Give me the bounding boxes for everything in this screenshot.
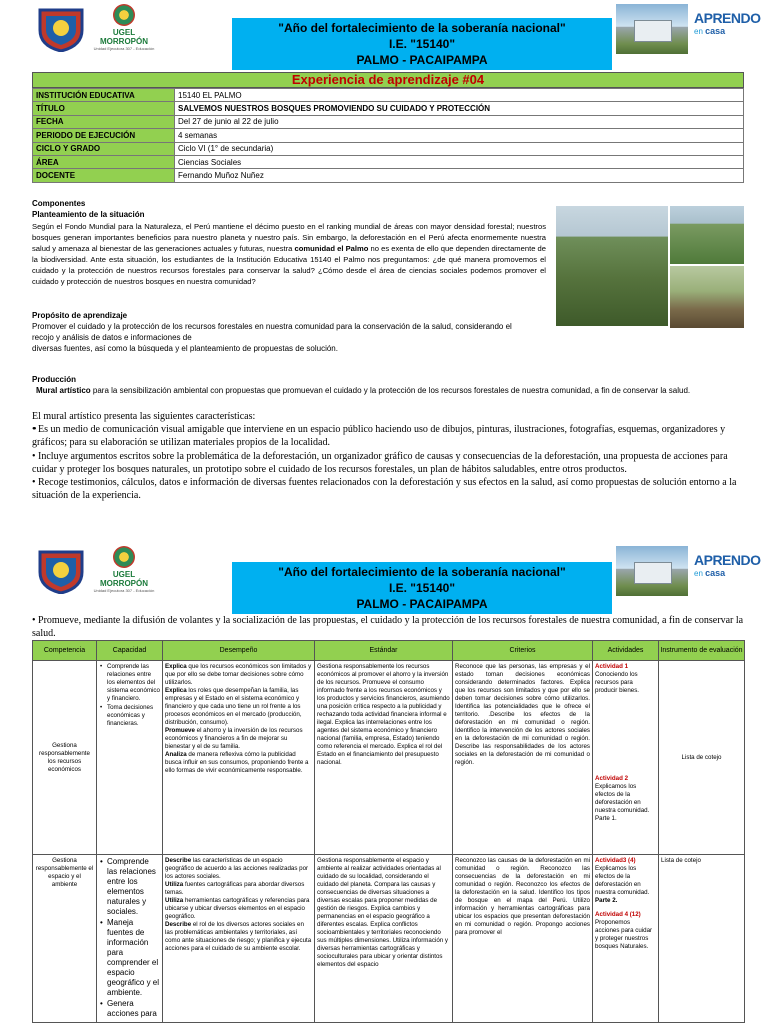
- forest-photo: [670, 206, 744, 264]
- page2-bullet: • Promueve, mediante la difusión de volantes y la socialización de las propuestas, el cuidado y la protección de los recursos forestales de nuestra comunidad, a fin de conservar la salud.: [32, 615, 744, 639]
- school-building-photo: [616, 546, 688, 596]
- ugel-logo: UGEL MORROPÓN Unidad Ejecutora 307 - Educación: [92, 546, 156, 596]
- list-item: • Incluye argumentos escritos sobre la problemática de la deforestación, un organizador gráfico de causas y consecuencias de la deforestación, una propuesta de acciones para cuidar y proteger los bosques naturales, un prototipo sobre el cuidado de los recursos forestales, un plan de hábitos saludables, entre otros productos.: [32, 451, 728, 475]
- table-row: ÁREA Ciencias Sociales: [33, 155, 744, 168]
- school-shield-logo: [36, 548, 86, 594]
- purpose-section: Propósito de aprendizaje Promover el cuidado y la protección de los recursos forestales en nuestra comunidad para la conservación de la salud, considerando el recojo y análisis de datos e informaciones de diversas fuentes, así como la búsqueda y el planteamiento de propuestas de solución.: [32, 311, 512, 353]
- competency-table: [32, 640, 745, 1023]
- experience-title: Experiencia de aprendizaje #04: [32, 72, 744, 88]
- production-section: Producción Mural artístico para la sensibilización ambiental con propuestas que promuevan el cuidado y la protección de los recursos forestales de nuestra comunidad, a fin de conservar la salud.: [32, 375, 691, 395]
- aprendo-en-casa-logo: APRENDO en casa: [694, 552, 761, 578]
- table-row: PERIODO DE EJECUCIÓN 4 semanas: [33, 129, 744, 142]
- aprendo-en-casa-logo: APRENDO en casa: [694, 10, 761, 36]
- table-row: Gestiona responsablemente los recursos económicos • Comprende las relaciones entre los elementos del sistema económico y financiero. • Toma decisiones económicas y financieras. Explica que los recursos económicos son limitados y que por ello se debe tomar decisiones sobre cómo utilizarlos. Explica los roles que desempeñan la familia, las empresas y el Estado en el sistema económico y financiero y que cada uno tiene un rol frente a los procesos económicos en el mercado (producción, distribución, consumo). Promueve el ahorro y la inversión de los recursos económicos y financieros a fin de mejorar su bienestar y el de su familia. Analiza de manera reflexiva cómo la publicidad busca influir en sus consumos, proponiendo frente a ello formas de vivir económicamente responsable. Gestiona responsablemente los recursos económicos al promover el ahorro y la inversión de los recursos. Promueve el consumo informado frente a los recursos económicos y los productos y servicios financieros, asumiendo una posición crítica respecto a la publicidad y rechazando toda actividad financiera informal e ilegal. Explica las interrelaciones entre los agentes del sistema económico y financiero nacional (familia, empresa, Estado) teniendo como referencia el mercado. Explica el rol del Estado en el financiamiento del presupuesto nacional. Reconoce que las personas, las empresas y el estado toman decisiones económicas considerando determinados factores. Explica que los recursos son limitados y que por ello se deben tomar decisiones sobre cómo utilizarlos. Identifica las potencialidades que le ofrece el territorio. .Describe los efectos de la deforestación en mi comunidad o región. Identifico la intervención de los actores sociales en la deforestación de mi comunidad o región. Describe las responsabilidades de los actores sociales en la deforestación de mi comunidad o región. Actividad 1 Conociendo los recursos para producir bienes. Actividad 2 Explicamos los efectos de la deforestación en nuestra comunidad. Parte 1. Lista de cotejo: [33, 661, 745, 855]
- header-banner: "Año del fortalecimiento de la soberanía nacional" I.E. "15140" PALMO - PACAIPAMPA: [232, 562, 612, 614]
- header-banner: "Año del fortalecimiento de la soberanía nacional" I.E. "15140" PALMO - PACAIPAMPA: [232, 18, 612, 70]
- components-section: Componentes Planteamiento de la situación: [32, 199, 145, 219]
- info-table: [32, 88, 744, 183]
- table-header-row: Competencia Capacidad Desempeño Estándar Criterios Actividades Instrumento de evaluación: [33, 641, 745, 661]
- table-row: FECHA Del 27 de junio al 22 de julio: [33, 115, 744, 128]
- page-header: [32, 542, 761, 611]
- page-header: [32, 0, 761, 67]
- ugel-emblem-icon: [113, 546, 135, 568]
- table-row: INSTITUCIÓN EDUCATIVA 15140 EL PALMO: [33, 89, 744, 102]
- table-row: CICLO Y GRADO Ciclo VI (1° de secundaria): [33, 142, 744, 155]
- ugel-emblem-icon: [113, 4, 135, 26]
- mural-characteristics: El mural artístico presenta las siguientes características: • • Es un medio de comunicación visual amigable que interviene en un espacio público haciendo uso de dibujos, pinturas, ilustraciones, fotografías, esquemas, organizadores y gráficos; para su elaboración se utilizan materiales propios de la localidad. • Incluye argumentos escritos sobre la problemática de la deforestación, un organizador gráfico de causas y consecuencias de la deforestación, una propuesta de acciones para cuidar y proteger los bosques naturales, un prototipo sobre el cuidado de los recursos forestales, un plan de hábitos saludables, entre otros productos. • Recoge testimonios, cálculos, datos e información de diversas fuentes relacionados con la deforestación y sus efectos en la salud, así como propuestas de solución entorno a la situación de la experiencia.: [32, 410, 744, 502]
- school-building-photo: [616, 4, 688, 54]
- situation-text: Según el Fondo Mundial para la Naturaleza, el Perú mantiene el décimo puesto en el ranking mundial de áreas con mayor densidad forestal; nuestros bosques generan importantes beneficios para nuestro planeta y nuestro país. Sin embargo, la deforestación en el Perú afecta enormemente nuestra salud y amenaza al bienestar de las generaciones actuales y futuras, nuestra comunidad el Palmo no es exenta de ello que dependen directamente de la biodiversidad. Ante esta situación, los estudiantes de la Institución Educativa 15140 el Palmo nos preguntamos: ¿de qué manera promovemos el cuidado y la protección de nuestros recursos forestales para conservar la salud? ¿Cómo desde el área de ciencias sociales podemos promover el cuidado y protección de nuestros bosques en nuestra comunidad?: [32, 222, 546, 286]
- school-shield-logo: [36, 6, 86, 52]
- ugel-logo: UGEL MORROPÓN Unidad Ejecutora 307 - Educación: [92, 4, 156, 54]
- list-item: • Recoge testimonios, cálculos, datos e información de diversas fuentes relacionados con la deforestación y sus efectos en la salud, así como propuestas de solución entorno a la situación de la experiencia.: [32, 477, 737, 501]
- table-row: TÍTULO SALVEMOS NUESTROS BOSQUES PROMOVIENDO SU CUIDADO Y PROTECCIÓN: [33, 102, 744, 115]
- table-row: DOCENTE Fernando Muñoz Nuñez: [33, 169, 744, 182]
- table-row: Gestiona responsablemente el espacio y el ambiente • Comprende las relaciones entre los elementos naturales y sociales. • Maneja fuentes de información para comprender el espacio geográfico y el ambiente. • Genera acciones para Describe las características de un espacio geográfico de acuerdo a las acciones realizadas por los actores sociales. Utiliza fuentes cartográficas para abordar diversos temas. Utiliza herramientas cartográficas y referencias para ubicarse y ubicar diversos elementos en el espacio geográfico. Describe el rol de los diversos actores sociales en las problemáticas ambientales y territoriales, así como ante situaciones de riesgo; y planifica y ejecuta acciones para el cuidado de su ambiente escolar. Gestiona responsablemente el espacio y ambiente al realizar actividades orientadas al cuidado de su localidad, considerando el cuidado del planeta. Compara las causas y consecuencias de diversas situaciones a diversas escalas para proponer medidas de gestión de riesgos. Explica cambios y permanencias en el espacio geográfico a diferentes escalas. Explica conflictos socioambientales y territoriales reconociendo sus múltiples dimensiones. Utiliza información y diversas herramientas cartográficas y socioculturales para ubicar y orientar distintos elementos del espacio Reconozco las causas de la deforestación en mi comunidad o región. Reconozco las consecuencias de la deforestación en mi comunidad o región. Reconozco los efectos de la deforestación en la salud. Identifico los tipos de bosque en el mapa del Perú. Utilizo información y herramientas cartográficas para ubicar los espacios que presentan deforestación en mi comunidad o región. Propongo acciones para promover el Actividad3 (4) Explicamos los efectos de la deforestación en nuestra comunidad. Parte 2. Actividad 4 (12) Proponemos acciones para cuidar y proteger nuestros bosques Naturales. Lista de cotejo: [33, 855, 745, 1023]
- forest-photo: [556, 206, 668, 326]
- list-item: • • Es un medio de comunicación visual amigable que interviene en un espacio público haciendo uso de dibujos, pinturas, ilustraciones, fotografías, esquemas, organizadores y gráficos; para su elaboración se utilizan materiales propios de la localidad.: [32, 423, 744, 449]
